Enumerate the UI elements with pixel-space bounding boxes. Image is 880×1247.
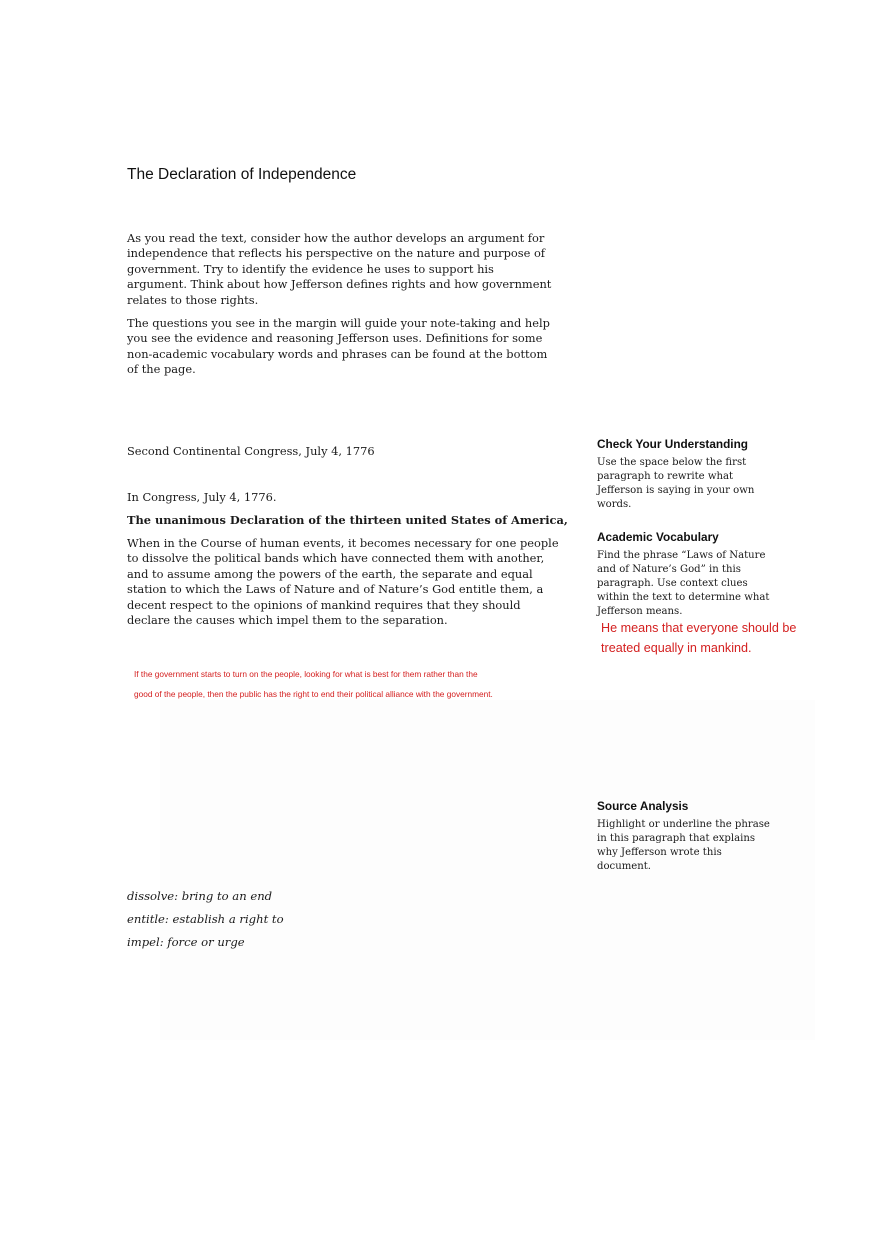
check-understanding-heading: Check Your Understanding xyxy=(597,437,748,451)
intro-paragraph-2: The questions you see in the margin will guide your note-taking and help you see the evidence and reasoning Jefferson uses. Definitions for some non-academic vocabulary words and phrases can be found at the bottom of the page. xyxy=(127,316,550,377)
declaration-heading: The unanimous Declaration of the thirteen united States of America, xyxy=(127,513,568,527)
vocab-definition: impel: force or urge xyxy=(127,935,245,949)
source-line: Second Continental Congress, July 4, 1776 xyxy=(127,444,375,458)
source-analysis-text: Highlight or underline the phrase in this paragraph that explains why Jefferson wrote this document. xyxy=(597,819,770,873)
academic-vocabulary-heading: Academic Vocabulary xyxy=(597,530,719,544)
first-paragraph: When in the Course of human events, it becomes necessary for one people to dissolve the political bands which have connected them with another, and to assume among the powers of the earth, the separate and equal station to which the Laws of Nature and of Nature’s God entitle them, a decent respect to the opinions of mankind requires that they should declare the causes which impel them to the separation. xyxy=(127,536,559,628)
intro-paragraph-1: As you read the text, consider how the author develops an argument for independence that reflects his perspective on the nature and purpose of government. Try to identify the evidence he uses to support his argument. Think about how Jefferson defines rights and how government relates to those rights. xyxy=(127,231,552,307)
source-analysis-heading: Source Analysis xyxy=(597,799,689,813)
student-answer[interactable]: He means that everyone should be treated equally in mankind. xyxy=(601,621,797,655)
congress-line: In Congress, July 4, 1776. xyxy=(127,490,277,504)
vocab-definition: entitle: establish a right to xyxy=(127,912,284,926)
student-note[interactable]: If the government starts to turn on the people, looking for what is best for them rather than the good of the people, then the public has the right to end their political alliance with the government. xyxy=(134,669,493,699)
academic-vocabulary-text: Find the phrase “Laws of Nature and of Nature’s God” in this paragraph. Use context clues within the text to determine what Jefferson means. xyxy=(597,550,770,618)
vocab-definition: dissolve: bring to an end xyxy=(127,889,273,903)
page-title: The Declaration of Independence xyxy=(127,166,357,183)
check-understanding-text: Use the space below the first paragraph to rewrite what Jefferson is saying in your own words. xyxy=(597,457,755,511)
